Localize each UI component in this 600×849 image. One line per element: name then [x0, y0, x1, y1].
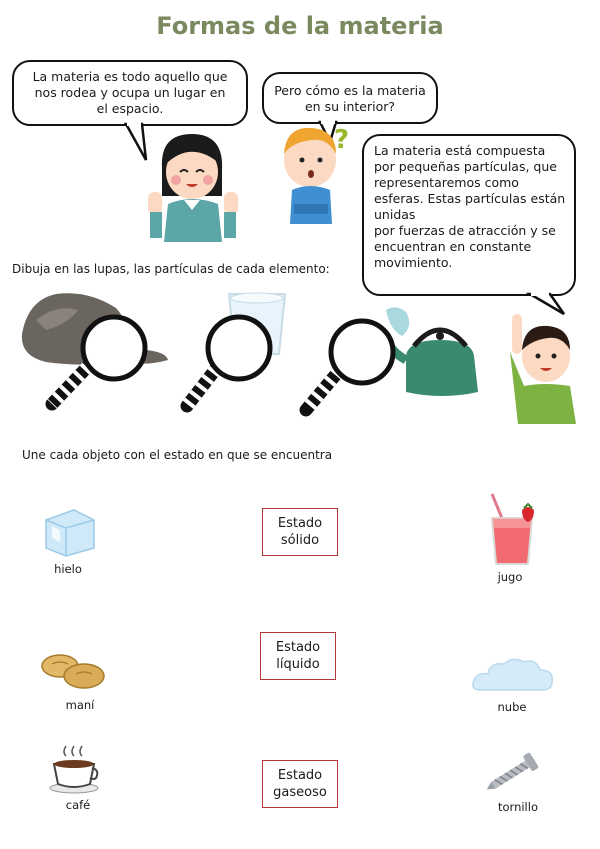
coffee-cup-icon[interactable]	[46, 744, 102, 794]
magnifier-icon	[187, 317, 270, 406]
teacher-speech-text: La materia es todo aquello que nos rodea y ocupa un lugar en el espacio.	[32, 69, 228, 116]
peanut-icon[interactable]	[38, 650, 108, 692]
magnifier-instruction: Dibuja en las lupas, las partículas de cada elemento:	[12, 262, 330, 276]
explanation-speech-bubble	[362, 134, 576, 296]
juice-glass-icon[interactable]	[486, 494, 540, 570]
explanation-speech-text: La materia está compuesta por pequeñas partículas, que representaremos como esferas. Estas partículas están unidas por fuerzas de atracción y se encuentran en constante movimiento.	[374, 143, 566, 270]
curious-boy-illustration	[272, 120, 362, 224]
cloud-icon[interactable]	[470, 656, 556, 696]
steam-icon	[386, 307, 409, 336]
kettle-magnifier-group	[296, 300, 486, 420]
question-speech-bubble	[262, 72, 438, 124]
item-label-jugo: jugo	[497, 570, 523, 584]
svg-text:?: ?	[334, 125, 350, 155]
magnifier-icon	[306, 321, 393, 410]
teacher-girl-illustration	[140, 128, 245, 242]
kettle-icon	[388, 330, 478, 396]
water-glass-magnifier-group	[175, 290, 305, 420]
teacher-speech-bubble	[12, 60, 248, 126]
boy-raising-hand-illustration	[504, 312, 584, 424]
ice-cube-icon[interactable]	[38, 506, 98, 558]
item-label-cafe: café	[65, 798, 91, 812]
item-label-nube: nube	[497, 700, 527, 714]
question-speech-text: Pero cómo es la materia en su interior?	[274, 83, 426, 114]
page-title: Formas de la materia	[156, 12, 444, 40]
rock-magnifier-group	[16, 290, 176, 420]
match-instruction: Une cada objeto con el estado en que se encuentra	[22, 448, 333, 462]
screw-icon[interactable]	[478, 750, 548, 796]
item-label-mani: maní	[65, 698, 95, 712]
state-gas-box[interactable]: Estado gaseoso	[262, 760, 338, 808]
item-label-hielo: hielo	[54, 562, 82, 576]
state-solid-box[interactable]: Estado sólido	[262, 508, 338, 556]
state-liquid-box[interactable]: Estado líquido	[260, 632, 336, 680]
item-label-tornillo: tornillo	[498, 800, 538, 814]
